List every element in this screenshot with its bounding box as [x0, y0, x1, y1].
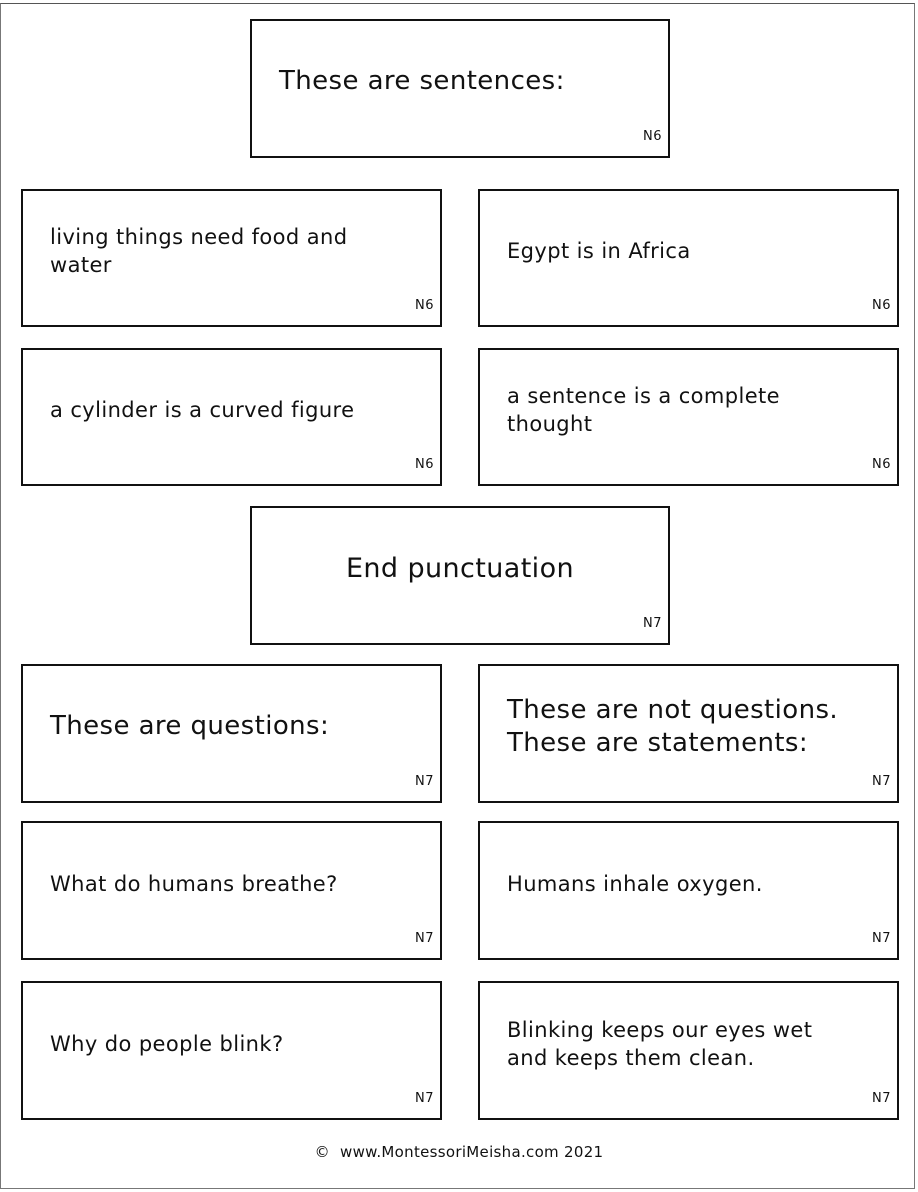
card-code: N6	[872, 298, 891, 313]
card-text: Humans inhale oxygen.	[507, 871, 763, 896]
card-text: These are questions:	[50, 711, 330, 741]
card-text: Why do people blink?	[50, 1031, 284, 1056]
card-text: a sentence is a complete thought	[507, 384, 781, 436]
sentence-card	[21, 348, 442, 486]
card-text: End punctuation	[345, 553, 575, 584]
label-card-statements	[478, 664, 899, 803]
card-code: N7	[415, 931, 434, 946]
card-code: N6	[872, 457, 891, 472]
card-code: N7	[872, 774, 891, 789]
question-card	[21, 821, 442, 960]
header-card-end-punctuation	[250, 506, 670, 645]
card-text: These are not questions. These are statements:	[507, 694, 839, 758]
label-card-questions	[21, 664, 442, 803]
card-text: These are sentences:	[279, 66, 565, 96]
card-code: N7	[415, 774, 434, 789]
sentence-card	[478, 189, 899, 327]
sentence-card	[21, 189, 442, 327]
card-code: N7	[643, 616, 662, 631]
card-code: N6	[643, 129, 662, 144]
card-text: living things need food and water	[50, 225, 348, 277]
sentence-card	[478, 348, 899, 486]
statement-card	[478, 981, 899, 1120]
header-card-sentences	[250, 19, 670, 158]
card-text: a cylinder is a curved figure	[50, 398, 355, 422]
card-code: N7	[872, 931, 891, 946]
card-code: N7	[872, 1091, 891, 1106]
footer-text: www.MontessoriMeisha.com 2021	[340, 1143, 604, 1161]
card-text: Blinking keeps our eyes wet and keeps them clean.	[507, 1017, 813, 1070]
card-text: Egypt is in Africa	[507, 239, 691, 263]
copyright-symbol: ©	[314, 1143, 330, 1161]
copyright-footer	[0, 1143, 918, 1161]
card-text: What do humans breathe?	[50, 871, 338, 896]
question-card	[21, 981, 442, 1120]
card-code: N6	[415, 298, 434, 313]
card-code: N7	[415, 1091, 434, 1106]
card-code: N6	[415, 457, 434, 472]
statement-card	[478, 821, 899, 960]
